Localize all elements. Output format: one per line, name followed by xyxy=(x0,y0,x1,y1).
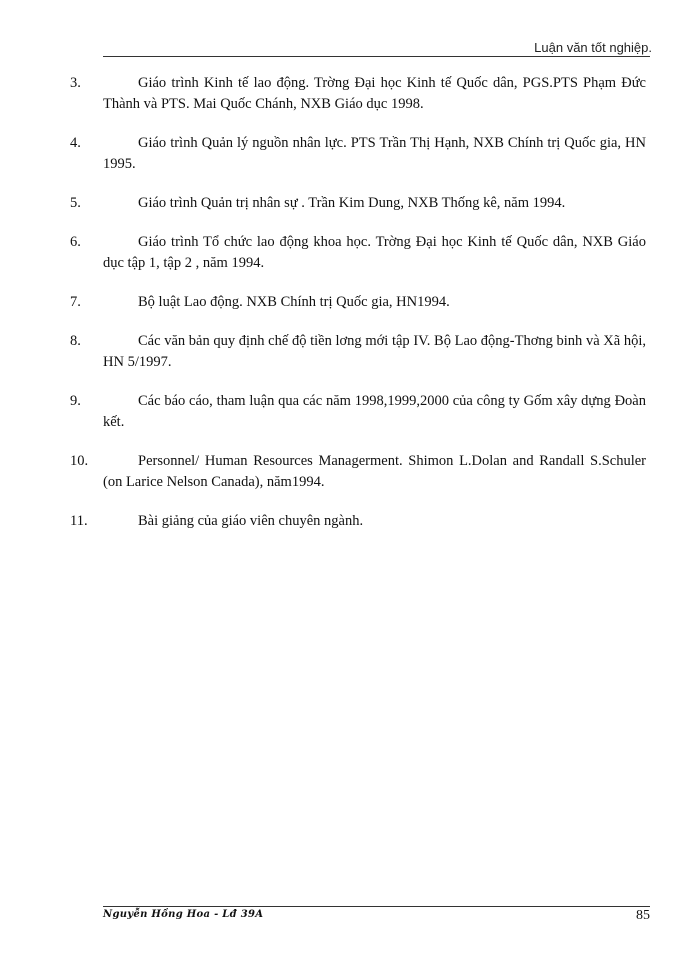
reference-text: Giáo trình Quản trị nhân sự . Trần Kim Dung, NXB Thống kê, năm 1994. xyxy=(138,195,566,211)
reference-item xyxy=(70,511,646,532)
footer-divider xyxy=(103,906,650,907)
reference-item xyxy=(70,232,646,274)
footer-author: Nguyễn Hồng Hoa - Lđ 39A xyxy=(103,909,264,920)
reference-number: 4. xyxy=(70,135,81,151)
reference-text: Giáo trình Kinh tế lao động. Trờng Đại học Kinh tế Quốc dân, PGS.PTS Phạm Đức Thành và PTS. Mai Quốc Chánh, NXB Giáo dục 1998. xyxy=(103,75,646,112)
reference-text: Các văn bản quy định chế độ tiền lơng mới tập IV. Bộ Lao động-Thơng binh và Xã hội, HN 5/1997. xyxy=(103,333,646,370)
reference-item xyxy=(70,331,646,373)
reference-text: Giáo trình Tổ chức lao động khoa học. Trờng Đại học Kinh tế Quốc dân, NXB Giáo dục tập 1, tập 2 , năm 1994. xyxy=(103,234,646,271)
reference-item xyxy=(70,73,646,115)
reference-number: 10. xyxy=(70,453,89,469)
reference-text: Personnel/ Human Resources Managerment. Shimon L.Dolan and Randall S.Schuler (on Larice Nelson Canada), năm1994. xyxy=(103,453,646,490)
reference-item xyxy=(70,193,646,214)
reference-number: 3. xyxy=(70,75,81,91)
reference-text: Giáo trình Quản lý nguồn nhân lực. PTS Trần Thị Hạnh, NXB Chính trị Quốc gia, HN 1995. xyxy=(103,135,646,172)
reference-item xyxy=(70,451,646,493)
header-title: Luận văn tốt nghiệp. xyxy=(534,40,652,55)
reference-text: Bài giảng của giáo viên chuyên ngành. xyxy=(138,513,364,529)
reference-item xyxy=(70,292,646,313)
reference-item xyxy=(70,391,646,433)
reference-number: 11. xyxy=(70,513,88,529)
page-number: 85 xyxy=(636,908,650,923)
reference-text: Các báo cáo, tham luận qua các năm 1998,1999,2000 của công ty Gốm xây dựng Đoàn kết. xyxy=(103,393,646,430)
reference-number: 9. xyxy=(70,393,81,409)
header-divider xyxy=(103,56,650,57)
reference-text: Bộ luật Lao động. NXB Chính trị Quốc gia, HN1994. xyxy=(138,294,450,310)
reference-list xyxy=(70,73,646,550)
reference-number: 6. xyxy=(70,234,81,250)
reference-number: 5. xyxy=(70,195,81,211)
reference-number: 8. xyxy=(70,333,81,349)
reference-number: 7. xyxy=(70,294,81,310)
reference-item xyxy=(70,133,646,175)
